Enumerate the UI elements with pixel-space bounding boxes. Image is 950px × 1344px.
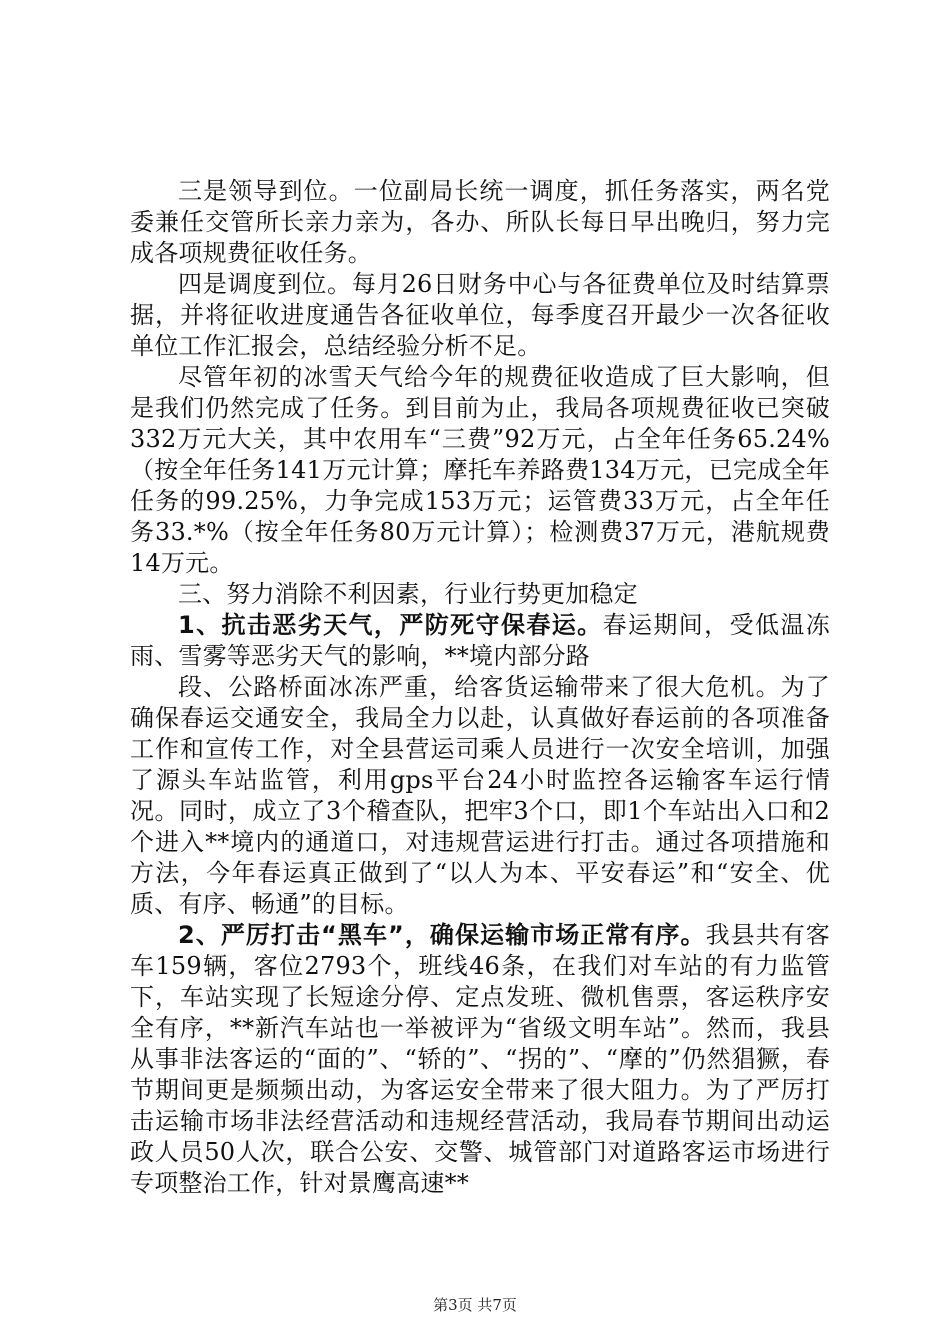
paragraph-leadership: 三是领导到位。一位副局长统一调度，抓任务落实，两名党委兼任交管所长亲力亲为，各办、所队长每日早出晚归，努力完成各项规费征收任务。 bbox=[130, 177, 830, 267]
section-heading-3: 三、努力消除不利因素，行业行势更加稳定 bbox=[178, 580, 638, 608]
paragraph-lead-1: 1、抗击恶劣天气，严防死守保春运。 bbox=[178, 611, 603, 639]
paragraph-fee-summary: 尽管年初的冰雪天气给今年的规费征收造成了巨大影响，但是我们仍然完成了任务。到目前为止，我局各项规费征收已突破332万元大关，其中农用车“三费”92万元，占全年任务65.24%（按全年任务141万元计算；摩托车养路费134万元，已完成全年任务的99.25%，力争完成153万元；运管费33万元，占全年任务33.*%（按全年任务80万元计算）；检测费37万元，港航规费14万元。 bbox=[130, 363, 830, 577]
document-body bbox=[130, 176, 830, 1199]
paragraph-scheduling: 四是调度到位。每月26日财务中心与各征费单位及时结算票据，并将征收进度通告各征收单位，每季度召开最少一次各征收单位工作汇报会，总结经验分析不足。 bbox=[130, 270, 830, 360]
paragraph-spring-transport-cont: 段、公路桥面冰冻严重，给客货运输带来了很大危机。为了确保春运交通安全，我局全力以赴，认真做好春运前的各项准备工作和宣传工作，对全县营运司乘人员进行一次安全培训，加强了源头车站监管，利用gps平台24小时监控各运输客车运行情况。同时，成立了3个稽查队，把牢3个口，即1个车站出入口和2个进入**境内的通道口，对违规营运进行打击。通过各项措施和方法，今年春运真正做到了“以人为本、平安春运”和“安全、优质、有序、畅通”的目标。 bbox=[130, 673, 830, 918]
paragraph-black-car bbox=[130, 920, 830, 1199]
paragraph-text-1: 春运期间，受低温冻雨、雪雾等恶劣天气的影响，**境内部分路 bbox=[130, 611, 830, 670]
paragraph-lead-2: 2、严厉打击“黑车”，确保运输市场正常有序。 bbox=[178, 921, 706, 949]
paragraph-spring-transport bbox=[130, 610, 830, 672]
page-number-footer: 第3页 共7页 bbox=[433, 1296, 517, 1314]
paragraph-text-2: 我县共有客车159辆，客位2793个，班线46条，在我们对车站的有力监管下，车站实现了长短途分停、定点发班、微机售票，客运秩序安全有序，**新汽车站也一举被评为“省级文明车站”。然而，我县从事非法客运的“面的”、“轿的”、“拐的”、“摩的”仍然猖獗，春节期间更是频频出动，为客运安全带来了很大阻力。为了严厉打击运输市场非法经营活动和违规经营活动，我局春节期间出动运政人员50人次，联合公安、交警、城管部门对道路客运市场进行专项整治工作，针对景鹰高速** bbox=[130, 921, 830, 1197]
